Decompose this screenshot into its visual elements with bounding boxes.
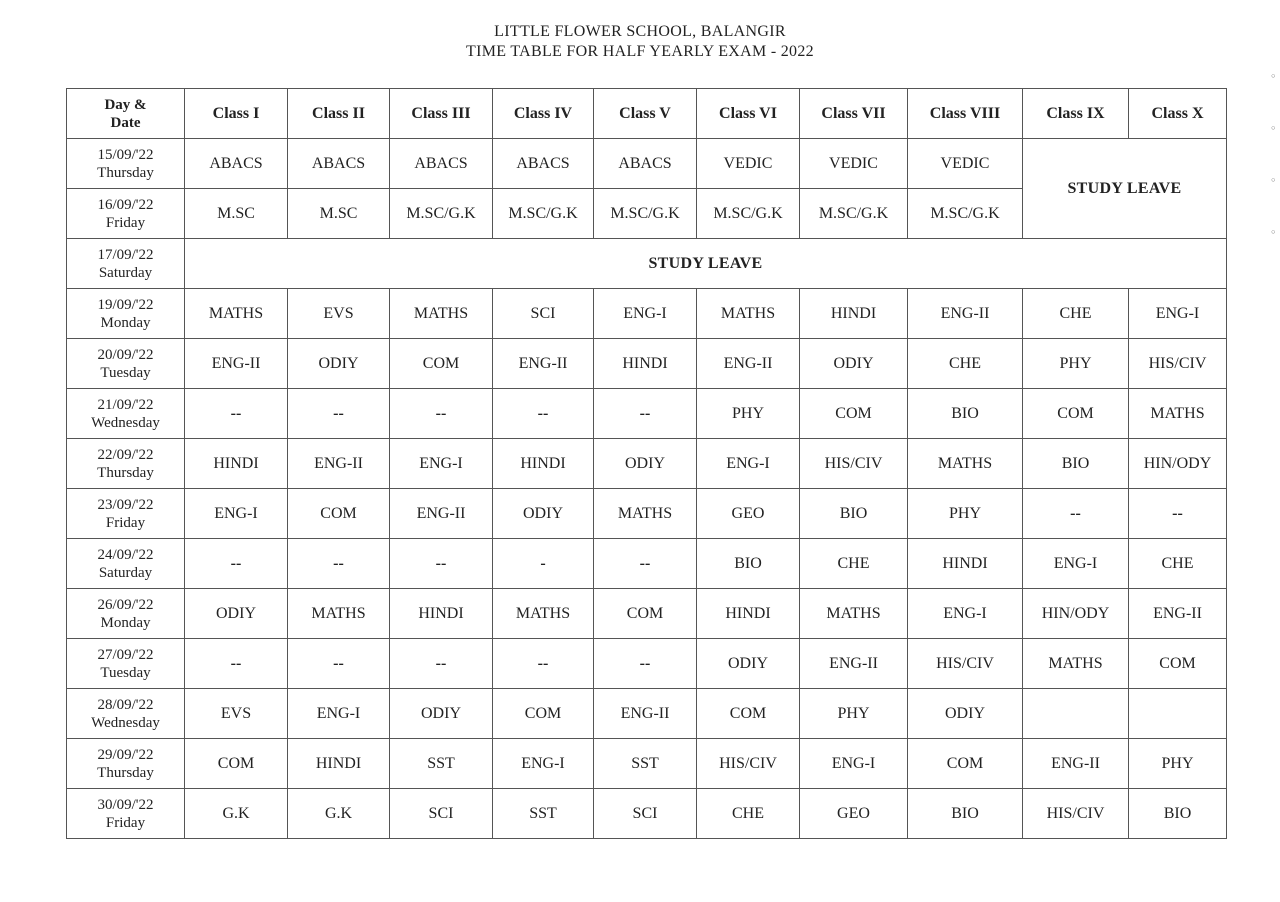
subject-cell: -- (493, 389, 594, 439)
subject-cell: MATHS (800, 589, 908, 639)
subject-cell: HINDI (800, 289, 908, 339)
document-title (0, 22, 1280, 62)
subject-cell: -- (1023, 489, 1129, 539)
date-cell (67, 539, 185, 589)
subject-cell: ENG-II (185, 339, 288, 389)
weekday-text: Tuesday (100, 664, 151, 681)
subject-cell (1023, 689, 1129, 739)
edge-mark: ◦ (1270, 70, 1277, 83)
weekday-text: Friday (105, 214, 146, 231)
subject-cell: -- (594, 539, 697, 589)
table-row (67, 339, 1227, 389)
date-cell (67, 789, 185, 839)
subject-cell: ENG-I (288, 689, 390, 739)
subject-cell: COM (185, 739, 288, 789)
subject-cell: ODIY (800, 339, 908, 389)
table-row (67, 539, 1227, 589)
subject-cell: ABACS (288, 139, 390, 189)
subject-cell: HINDI (908, 539, 1023, 589)
date-text: 23/09/'22 (97, 496, 154, 513)
weekday-text: Thursday (97, 464, 154, 481)
subject-cell: SCI (594, 789, 697, 839)
subject-cell: HIS/CIV (1129, 339, 1227, 389)
class-header: Class V (594, 89, 697, 139)
study-leave-ix-x-cell: STUDY LEAVE (1023, 139, 1227, 239)
subject-cell: SST (493, 789, 594, 839)
subject-cell: PHY (697, 389, 800, 439)
subject-cell: COM (697, 689, 800, 739)
subject-cell: ABACS (185, 139, 288, 189)
date-text: 26/09/'22 (97, 596, 154, 613)
subject-cell: CHE (1023, 289, 1129, 339)
subject-cell: ODIY (288, 339, 390, 389)
day-date-header (67, 89, 185, 139)
subject-cell: M.SC/G.K (390, 189, 493, 239)
weekday-text: Thursday (97, 764, 154, 781)
subject-cell: MATHS (908, 439, 1023, 489)
table-row (67, 139, 1227, 189)
table-row (67, 739, 1227, 789)
subject-cell: COM (1129, 639, 1227, 689)
subject-cell: ENG-I (697, 439, 800, 489)
subject-cell: M.SC/G.K (493, 189, 594, 239)
subject-cell (1129, 689, 1227, 739)
table-row (67, 589, 1227, 639)
subject-cell: COM (908, 739, 1023, 789)
exam-timetable (66, 88, 1227, 839)
date-text: 29/09/'22 (97, 746, 154, 763)
weekday-text: Friday (105, 814, 146, 831)
date-text: 20/09/'22 (97, 346, 154, 363)
subject-cell: ABACS (390, 139, 493, 189)
subject-cell: ENG-II (1023, 739, 1129, 789)
subject-cell: M.SC/G.K (594, 189, 697, 239)
subject-cell: ENG-II (908, 289, 1023, 339)
subject-cell: VEDIC (908, 139, 1023, 189)
subject-cell: MATHS (1023, 639, 1129, 689)
subject-cell: BIO (800, 489, 908, 539)
class-header: Class VII (800, 89, 908, 139)
weekday-text: Friday (105, 514, 146, 531)
subject-cell: VEDIC (697, 139, 800, 189)
subject-cell: MATHS (1129, 389, 1227, 439)
class-header: Class X (1129, 89, 1227, 139)
subject-cell: MATHS (594, 489, 697, 539)
subject-cell: PHY (1023, 339, 1129, 389)
class-header: Class II (288, 89, 390, 139)
subject-cell: BIO (1129, 789, 1227, 839)
subject-cell: ENG-I (908, 589, 1023, 639)
subject-cell: HIN/ODY (1023, 589, 1129, 639)
subject-cell: ODIY (185, 589, 288, 639)
subject-cell: SCI (493, 289, 594, 339)
subject-cell: SCI (390, 789, 493, 839)
date-text: 15/09/'22 (97, 146, 154, 163)
weekday-text: Saturday (98, 564, 153, 581)
class-header: Class IV (493, 89, 594, 139)
class-header: Class VIII (908, 89, 1023, 139)
date-text: 24/09/'22 (97, 546, 154, 563)
date-text: 19/09/'22 (97, 296, 154, 313)
subject-cell: PHY (1129, 739, 1227, 789)
subject-cell: -- (594, 389, 697, 439)
date-cell (67, 589, 185, 639)
weekday-text: Wednesday (91, 414, 160, 431)
subject-cell: MATHS (493, 589, 594, 639)
subject-cell: BIO (908, 389, 1023, 439)
subject-cell: GEO (800, 789, 908, 839)
date-text: 30/09/'22 (97, 796, 154, 813)
subject-cell: HINDI (594, 339, 697, 389)
subject-cell: ODIY (908, 689, 1023, 739)
date-cell (67, 639, 185, 689)
subject-cell: COM (1023, 389, 1129, 439)
subject-cell: ENG-I (1023, 539, 1129, 589)
subject-cell: M.SC (185, 189, 288, 239)
date-cell (67, 239, 185, 289)
subject-cell: -- (288, 389, 390, 439)
subject-cell: MATHS (288, 589, 390, 639)
subject-cell: COM (800, 389, 908, 439)
subject-cell: ENG-II (594, 689, 697, 739)
subject-cell: -- (493, 639, 594, 689)
day-date-header-line2: Date (110, 114, 141, 131)
day-date-header-line1: Day & (104, 96, 147, 113)
subject-cell: HIS/CIV (697, 739, 800, 789)
header-row (67, 89, 1227, 139)
subject-cell: BIO (1023, 439, 1129, 489)
subject-cell: M.SC/G.K (908, 189, 1023, 239)
subject-cell: M.SC (288, 189, 390, 239)
subject-cell: ODIY (390, 689, 493, 739)
date-text: 28/09/'22 (97, 696, 154, 713)
subject-cell: -- (185, 639, 288, 689)
class-header: Class IX (1023, 89, 1129, 139)
subject-cell: M.SC/G.K (697, 189, 800, 239)
subject-cell: ENG-I (1129, 289, 1227, 339)
subject-cell: ODIY (594, 439, 697, 489)
subject-cell: COM (390, 339, 493, 389)
subject-cell: G.K (185, 789, 288, 839)
date-text: 27/09/'22 (97, 646, 154, 663)
subject-cell: HIN/ODY (1129, 439, 1227, 489)
subject-cell: GEO (697, 489, 800, 539)
subject-cell: -- (288, 639, 390, 689)
subject-cell: - (493, 539, 594, 589)
subject-cell: -- (185, 389, 288, 439)
edge-artifacts (1270, 70, 1280, 278)
weekday-text: Thursday (97, 164, 154, 181)
subject-cell: ENG-II (390, 489, 493, 539)
subject-cell: SST (390, 739, 493, 789)
subject-cell: ENG-II (493, 339, 594, 389)
date-cell (67, 189, 185, 239)
table-row (67, 389, 1227, 439)
table-row (67, 789, 1227, 839)
weekday-text: Wednesday (91, 714, 160, 731)
subject-cell: ENG-II (288, 439, 390, 489)
subject-cell: EVS (185, 689, 288, 739)
subject-cell: -- (288, 539, 390, 589)
weekday-text: Monday (100, 614, 151, 631)
subject-cell: -- (390, 539, 493, 589)
table-row (67, 289, 1227, 339)
subject-cell: CHE (697, 789, 800, 839)
date-cell (67, 339, 185, 389)
subject-cell: VEDIC (800, 139, 908, 189)
subject-cell: ENG-I (800, 739, 908, 789)
subject-cell: HINDI (185, 439, 288, 489)
weekday-text: Monday (100, 314, 151, 331)
subject-cell: ENG-II (697, 339, 800, 389)
table-row (67, 639, 1227, 689)
subject-cell: MATHS (390, 289, 493, 339)
subject-cell: -- (1129, 489, 1227, 539)
subject-cell: ODIY (697, 639, 800, 689)
subject-cell: COM (493, 689, 594, 739)
subject-cell: ODIY (493, 489, 594, 539)
school-name: LITTLE FLOWER SCHOOL, BALANGIR (494, 23, 786, 40)
subject-cell: COM (288, 489, 390, 539)
subject-cell: ENG-II (1129, 589, 1227, 639)
subject-cell: ABACS (594, 139, 697, 189)
edge-mark: ◦ (1270, 122, 1277, 135)
table-row (67, 489, 1227, 539)
subject-cell: BIO (697, 539, 800, 589)
subject-cell: ENG-I (493, 739, 594, 789)
subject-cell: ABACS (493, 139, 594, 189)
date-cell (67, 439, 185, 489)
subject-cell: CHE (1129, 539, 1227, 589)
date-text: 21/09/'22 (97, 396, 154, 413)
date-text: 16/09/'22 (97, 196, 154, 213)
subject-cell: HINDI (493, 439, 594, 489)
subject-cell: -- (390, 389, 493, 439)
subject-cell: COM (594, 589, 697, 639)
subject-cell: PHY (800, 689, 908, 739)
class-header: Class I (185, 89, 288, 139)
date-text: 22/09/'22 (97, 446, 154, 463)
table-row (67, 689, 1227, 739)
subject-cell: -- (594, 639, 697, 689)
subject-cell: BIO (908, 789, 1023, 839)
edge-mark: ◦ (1270, 174, 1277, 187)
subject-cell: HINDI (390, 589, 493, 639)
subject-cell: G.K (288, 789, 390, 839)
subject-cell: ENG-I (390, 439, 493, 489)
subject-cell: ENG-I (594, 289, 697, 339)
subject-cell: MATHS (697, 289, 800, 339)
subject-cell: PHY (908, 489, 1023, 539)
subject-cell: ENG-I (185, 489, 288, 539)
subject-cell: HIS/CIV (1023, 789, 1129, 839)
subject-cell: HINDI (697, 589, 800, 639)
subject-cell: HIS/CIV (908, 639, 1023, 689)
date-text: 17/09/'22 (97, 246, 154, 263)
timetable-heading: TIME TABLE FOR HALF YEARLY EXAM - 2022 (466, 43, 814, 60)
date-cell (67, 489, 185, 539)
subject-cell: -- (390, 639, 493, 689)
subject-cell: SST (594, 739, 697, 789)
subject-cell: CHE (908, 339, 1023, 389)
subject-cell: M.SC/G.K (800, 189, 908, 239)
subject-cell: EVS (288, 289, 390, 339)
subject-cell: HIS/CIV (800, 439, 908, 489)
date-cell (67, 139, 185, 189)
study-leave-all-cell: STUDY LEAVE (185, 239, 1227, 289)
subject-cell: MATHS (185, 289, 288, 339)
table-row (67, 439, 1227, 489)
subject-cell: ENG-II (800, 639, 908, 689)
class-header: Class III (390, 89, 493, 139)
date-cell (67, 739, 185, 789)
subject-cell: CHE (800, 539, 908, 589)
table-row (67, 239, 1227, 289)
date-cell (67, 289, 185, 339)
date-cell (67, 689, 185, 739)
edge-mark: ◦ (1270, 226, 1277, 239)
subject-cell: -- (185, 539, 288, 589)
class-header: Class VI (697, 89, 800, 139)
subject-cell: HINDI (288, 739, 390, 789)
weekday-text: Tuesday (100, 364, 151, 381)
weekday-text: Saturday (98, 264, 153, 281)
date-cell (67, 389, 185, 439)
